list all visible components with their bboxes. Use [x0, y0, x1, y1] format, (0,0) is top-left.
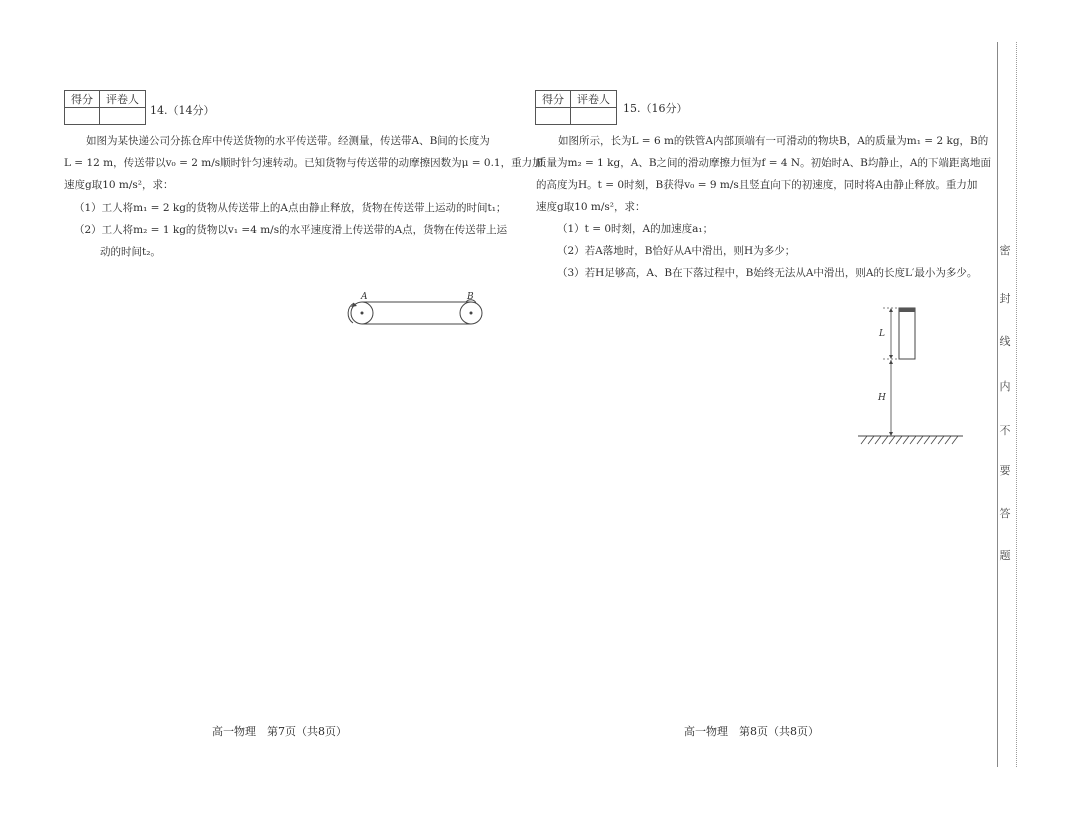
- subquestion-1: （1）t = 0时刻，A的加速度a₁；: [557, 223, 714, 235]
- seal-char: 内: [999, 380, 1011, 393]
- arrow-up-icon: [889, 308, 893, 312]
- label-h: H: [878, 393, 886, 403]
- pulley-b-axle: [470, 312, 473, 315]
- pipe-drop-figure: [853, 300, 968, 446]
- subquestion-1: （1）工人将m₁ = 2 kg的货物从传送带上的A点由静止释放，货物在传送带上运动的时间t₁；: [74, 202, 507, 214]
- binding-dotted-line: [1016, 42, 1017, 767]
- arrow-up-icon: [889, 360, 893, 364]
- intro-line: 速度g取10 m/s²，求：: [64, 179, 174, 191]
- grader-label: 评卷人: [571, 91, 617, 108]
- intro-line: 的高度为H。t = 0时刻，B获得v₀ = 9 m/s且竖直向下的初速度，同时将A由静止释放。重力加: [536, 179, 978, 191]
- seal-char: 密: [999, 244, 1011, 257]
- question-number: 14.（14分）: [150, 104, 215, 117]
- seal-char: 题: [999, 549, 1011, 562]
- score-entry-cell[interactable]: [65, 108, 100, 125]
- grader-entry-cell[interactable]: [100, 108, 146, 125]
- seal-char: 要: [999, 464, 1011, 477]
- label-b: B: [467, 292, 474, 302]
- conveyor-belt-figure: [340, 288, 490, 332]
- page-footer: 高一物理 第7页（共8页）: [212, 725, 347, 738]
- score-table: [64, 90, 146, 125]
- pulley-a-axle: [361, 312, 364, 315]
- page-footer: 高一物理 第8页（共8页）: [684, 725, 819, 738]
- grader-label: 评卷人: [100, 91, 146, 108]
- question-number: 15.（16分）: [623, 102, 688, 115]
- seal-char: 线: [999, 335, 1011, 348]
- ground-hatch: [861, 436, 958, 444]
- iron-pipe-a: [899, 308, 915, 359]
- intro-line: 如图所示，长为L = 6 m的铁管A内部顶端有一可滑动的物块B，A的质量为m₁ = 2 kg，B的: [558, 135, 989, 147]
- binding-margin: [997, 42, 1020, 767]
- subquestion-2-continued: 动的时间t₂。: [100, 246, 161, 258]
- grader-entry-cell[interactable]: [571, 108, 617, 125]
- score-table: [535, 90, 617, 125]
- seal-char: 封: [999, 292, 1011, 305]
- page-8: [520, 0, 990, 818]
- arrow-down-icon: [889, 355, 893, 359]
- question-intro: [64, 130, 543, 196]
- label-a: A: [361, 292, 368, 302]
- subquestion-2: （2）工人将m₂ = 1 kg的货物以v₁ =4 m/s的水平速度滑上传送带的A点，货物在传送带上运: [74, 224, 508, 236]
- intro-line: 速度g取10 m/s²，求：: [536, 201, 646, 213]
- seal-char: 不: [999, 424, 1011, 437]
- score-label: 得分: [536, 91, 571, 108]
- intro-line: 质量为m₂ = 1 kg，A、B之间的滑动摩擦力恒为f = 4 N。初始时A、B均静止，A的下端距离地面: [536, 157, 991, 169]
- intro-line: 如图为某快递公司分拣仓库中传送货物的水平传送带。经测量，传送带A、B间的长度为: [86, 135, 490, 147]
- subquestion-3: （3）若H足够高，A、B在下落过程中，B始终无法从A中滑出，则A的长度L′最小为多少。: [557, 267, 978, 279]
- score-entry-cell[interactable]: [536, 108, 571, 125]
- label-l: L: [879, 329, 885, 339]
- seal-char: 答: [999, 507, 1011, 520]
- question-intro: [536, 130, 991, 218]
- block-b: [899, 308, 915, 312]
- subquestion-2: （2）若A落地时，B恰好从A中滑出，则H为多少；: [557, 245, 796, 257]
- intro-line: L = 12 m，传送带以v₀ = 2 m/s顺时针匀速转动。已知货物与传送带的动摩擦因数为μ = 0.1，重力加: [64, 157, 543, 169]
- arrow-down-icon: [889, 432, 893, 436]
- score-label: 得分: [65, 91, 100, 108]
